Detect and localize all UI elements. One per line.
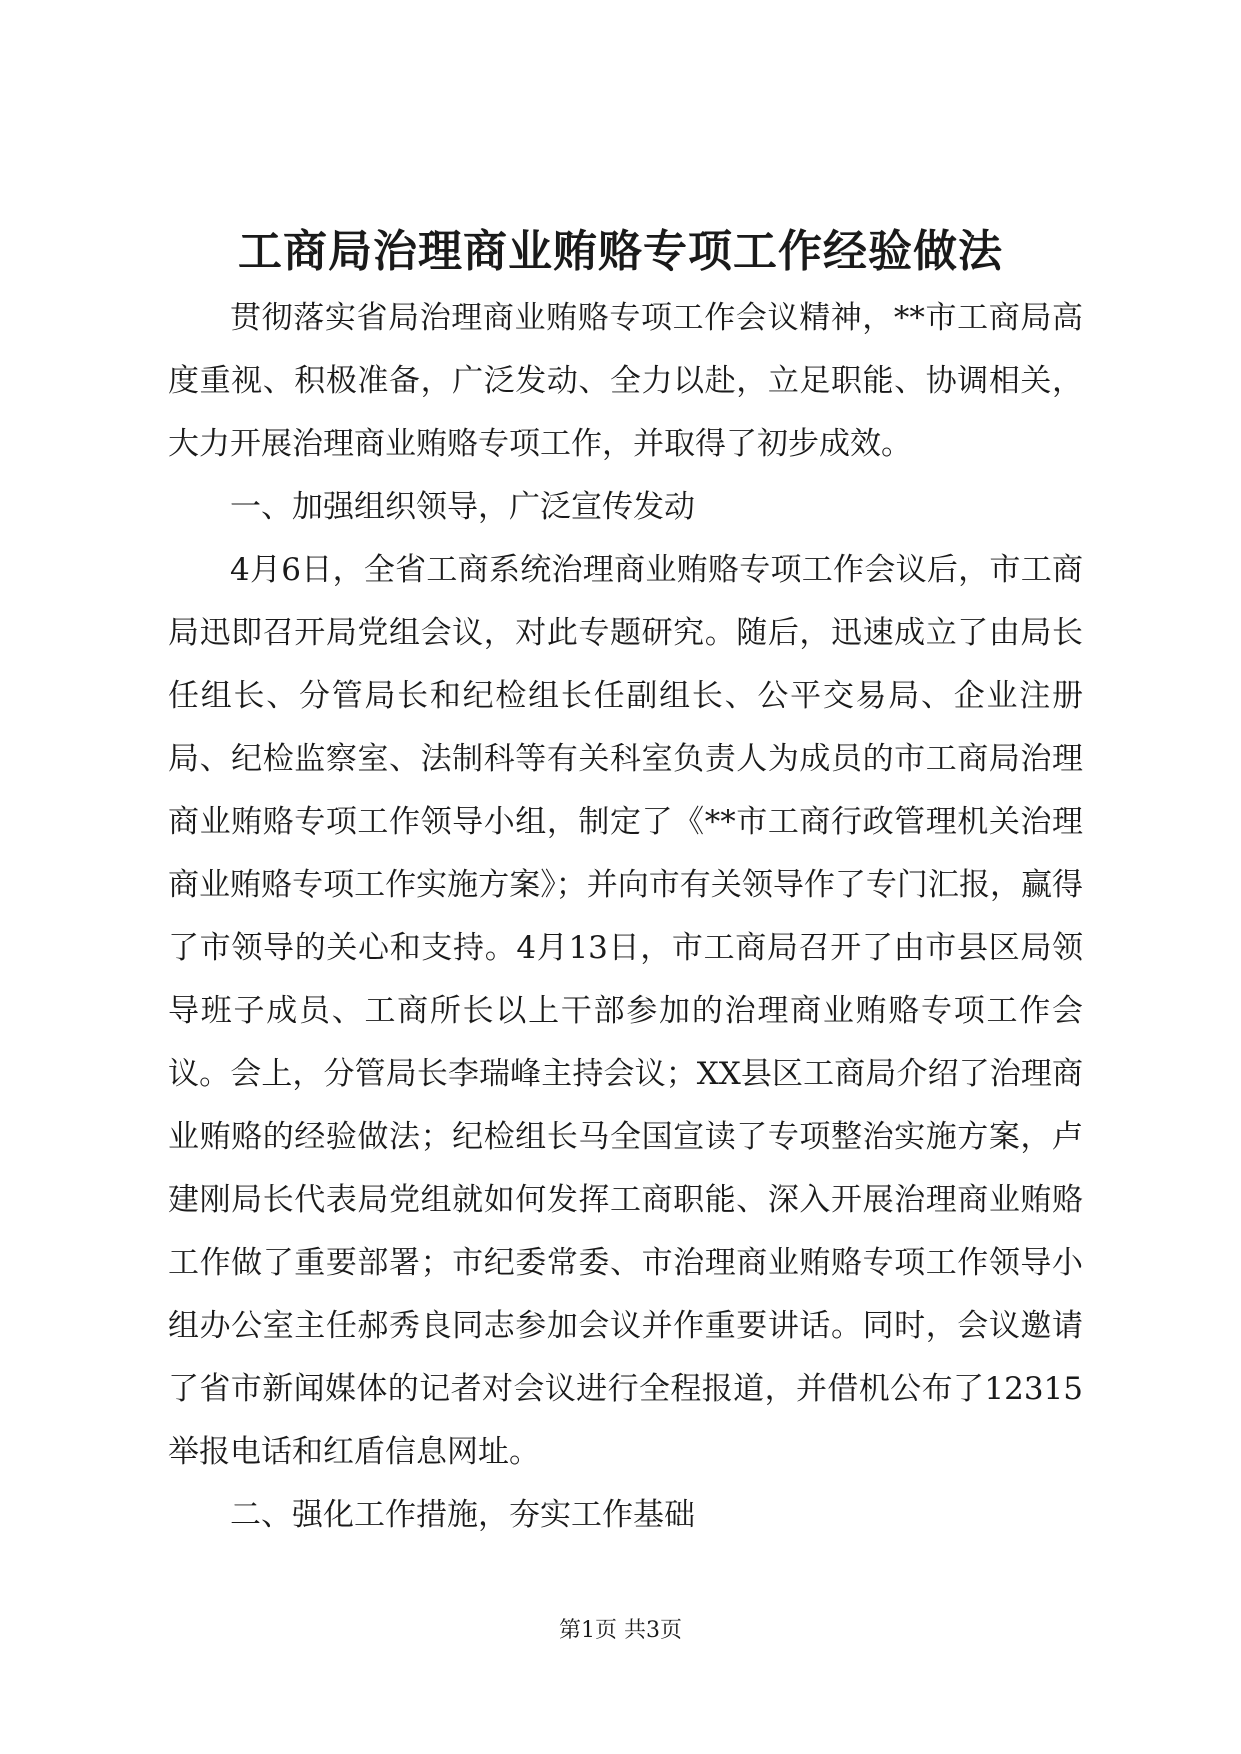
section-heading-1: 一、加强组织领导，广泛宣传发动 [230, 489, 695, 525]
document-title: 工商局治理商业贿赂专项工作经验做法 [238, 226, 1003, 277]
section-heading-2: 二、强化工作措施，夯实工作基础 [230, 1497, 695, 1533]
intro-paragraph: 贯彻落实省局治理商业贿赂专项工作会议精神，**市工商局高度重视、积极准备，广泛发动、全力以赴，立足职能、协调相关，大力开展治理商业贿赂专项工作，并取得了初步成效。 [168, 300, 1083, 462]
page-number-footer: 第1页 共3页 [559, 1618, 682, 1643]
document-body [168, 287, 1083, 1547]
body-paragraph: 4月6日，全省工商系统治理商业贿赂专项工作会议后，市工商局迅即召开局党组会议，对此专题研究。随后，迅速成立了由局长任组长、分管局长和纪检组长任副组长、公平交易局、企业注册局、纪检监察室、法制科等有关科室负责人为成员的市工商局治理商业贿赂专项工作领导小组，制定了《**市工商行政管理机关治理商业贿赂专项工作实施方案》；并向市有关领导作了专门汇报，赢得了市领导的关心和支持。4月13日，市工商局召开了由市县区局领导班子成员、工商所长以上干部参加的治理商业贿赂专项工作会议。会上，分管局长李瑞峰主持会议；XX县区工商局介绍了治理商业贿赂的经验做法；纪检组长马全国宣读了专项整治实施方案，卢建刚局长代表局党组就如何发挥工商职能、深入开展治理商业贿赂工作做了重要部署；市纪委常委、市治理商业贿赂专项工作领导小组办公室主任郝秀良同志参加会议并作重要讲话。同时，会议邀请了省市新闻媒体的记者对会议进行全程报道，并借机公布了12315举报电话和红盾信息网址。 [168, 552, 1083, 1470]
